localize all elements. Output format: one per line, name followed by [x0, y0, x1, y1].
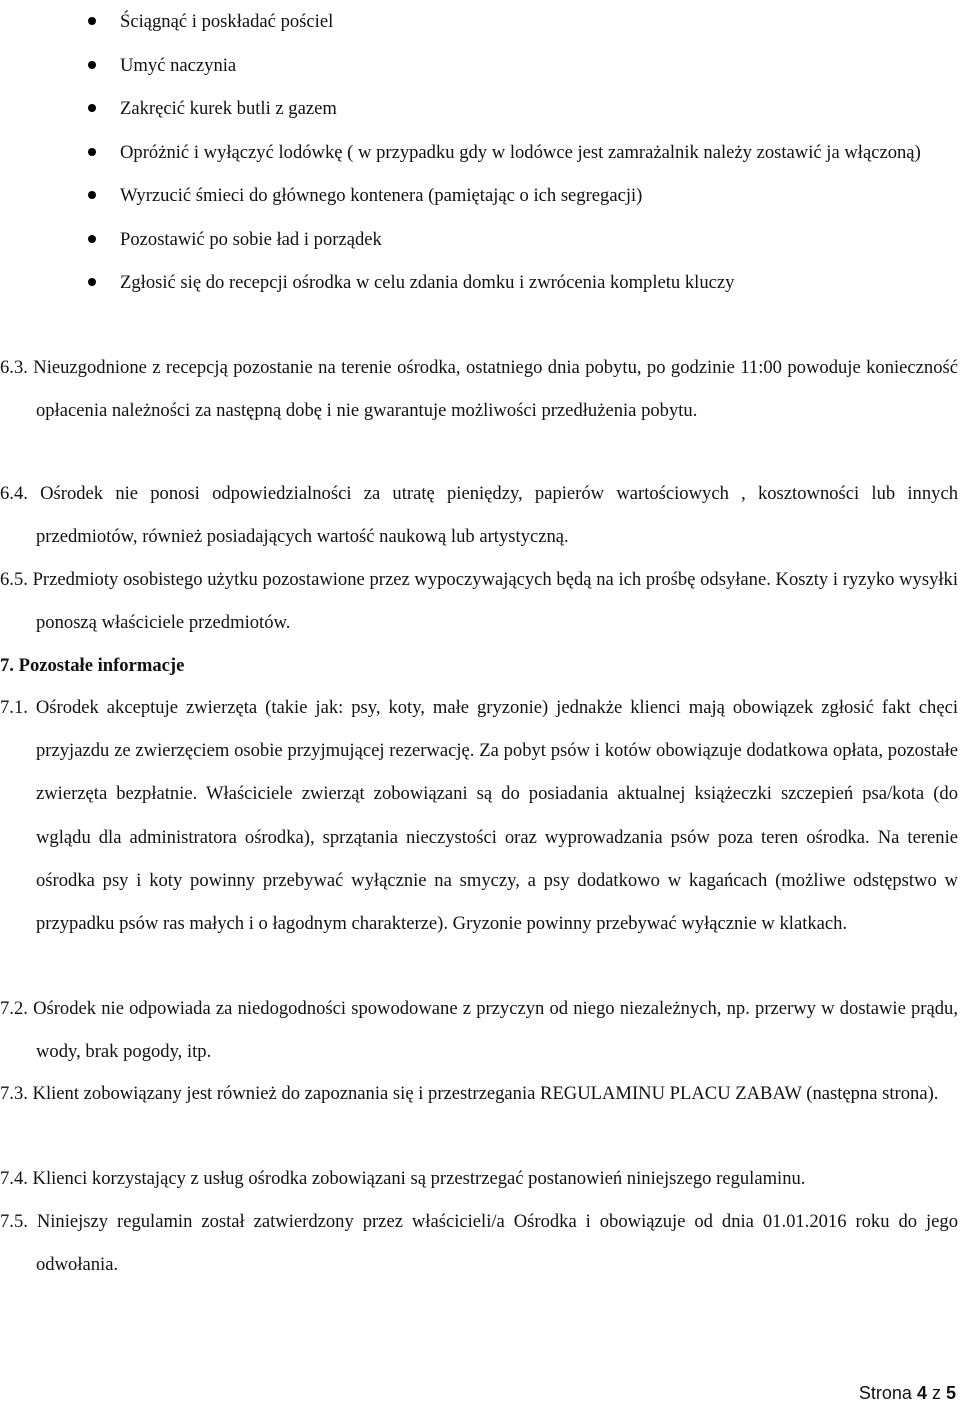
bullet-text: Zakręcić kurek butli z gazem	[120, 98, 337, 119]
paragraph-6-5: 6.5. Przedmioty osobistego użytku pozostawione przez wypoczywających będą na ich prośbę odsyłane. Koszty i ryzyko wysyłki ponoszą właściciele przedmiotów.	[0, 569, 958, 634]
bullet-dot-icon	[88, 148, 96, 156]
paragraph-7-4: 7.4. Klienci korzystający z usług ośrodka zobowiązani są przestrzegać postanowień niniejszego regulaminu.	[0, 1168, 806, 1189]
bullet-dot-icon	[88, 278, 96, 286]
paragraph-6-3: 6.3. Nieuzgodnione z recepcją pozostanie na terenie ośrodka, ostatniego dnia pobytu, po godzinie 11:00 powoduje konieczność opłacenia należności za następną dobę i nie gwarantuje możliwości przedłużenia pobytu.	[0, 357, 958, 422]
section-heading: 7. Pozostałe informacje	[0, 655, 185, 676]
footer-separator: z	[931, 1383, 941, 1403]
bullet-item	[0, 87, 960, 131]
paragraph-7-1: 7.1. Ośrodek akceptuje zwierzęta (takie jak: psy, koty, małe gryzonie) jednakże klienci mają obowiązek zgłosić fakt chęci przyjazdu ze zwierzęciem osobie przyjmującej rezerwację. Za pobyt psów i kotów obowiązuje dodatkowa opłata, pozostałe zwierzęta bezpłatnie. Właściciele zwierząt zobowiązani są do posiadania aktualnej książeczki szczepień psa/kota (do wglądu dla administratora ośrodka), sprzątania nieczystości oraz wyprowadzania psów poza teren ośrodka. Na terenie ośrodka psy i koty powinny przebywać wyłącznie na smyczy, a psy dodatkowo w kagańcach (możliwe odstępstwo w przypadku psów ras małych i o łagodnym charakterze). Gryzonie powinny przebywać wyłącznie w klatkach.	[0, 697, 958, 935]
bullet-item	[0, 261, 960, 305]
bullet-item	[0, 174, 960, 218]
page-number-footer	[859, 1382, 956, 1404]
bullet-item	[0, 131, 960, 175]
bullet-item	[0, 0, 960, 44]
paragraph-7-5: 7.5. Niniejszy regulamin został zatwierdzony przez właścicieli/a Ośrodka i obowiązuje od dnia 01.01.2016 roku do jego odwołania.	[0, 1211, 958, 1276]
bullet-dot-icon	[88, 191, 96, 199]
bullet-text: Wyrzucić śmieci do głównego kontenera (pamiętając o ich segregacji)	[120, 185, 643, 206]
bullet-text: Pozostawić po sobie ład i porządek	[120, 228, 382, 250]
footer-label: Strona	[858, 1383, 912, 1403]
paragraph-6-4: 6.4. Ośrodek nie ponosi odpowiedzialności za utratę pieniędzy, papierów wartościowych , kosztowności lub innych przedmiotów, również posiadających wartość naukową lub artystyczną.	[0, 483, 958, 548]
checkout-bullet-list	[0, 0, 960, 305]
bullet-item	[0, 218, 960, 262]
paragraph-7-2: 7.2. Ośrodek nie odpowiada za niedogodności spowodowane z przyczyn od niego niezależnych, np. przerwy w dostawie prądu, wody, brak pogody, itp.	[0, 998, 958, 1063]
paragraph-7-3: 7.3. Klient zobowiązany jest również do zapoznania się i przestrzegania REGULAMINU PLACU ZABAW (następna strona).	[0, 1083, 939, 1104]
bullet-text: Opróżnić i wyłączyć lodówkę ( w przypadku gdy w lodówce jest zamrażalnik należy zostawić ja włączoną)	[120, 141, 921, 163]
bullet-item	[0, 44, 960, 88]
bullet-text: Zgłosić się do recepcji ośrodka w celu zdania domku i zwrócenia kompletu kluczy	[120, 272, 735, 293]
bullet-dot-icon	[88, 17, 96, 25]
footer-current-page: 4	[916, 1383, 927, 1403]
footer-total-pages: 5	[945, 1383, 956, 1403]
bullet-text: Umyć naczynia	[120, 54, 237, 76]
bullet-dot-icon	[88, 61, 96, 69]
bullet-dot-icon	[88, 235, 96, 243]
bullet-text: Ściągnąć i poskładać pościel	[120, 11, 334, 32]
bullet-dot-icon	[88, 104, 96, 112]
